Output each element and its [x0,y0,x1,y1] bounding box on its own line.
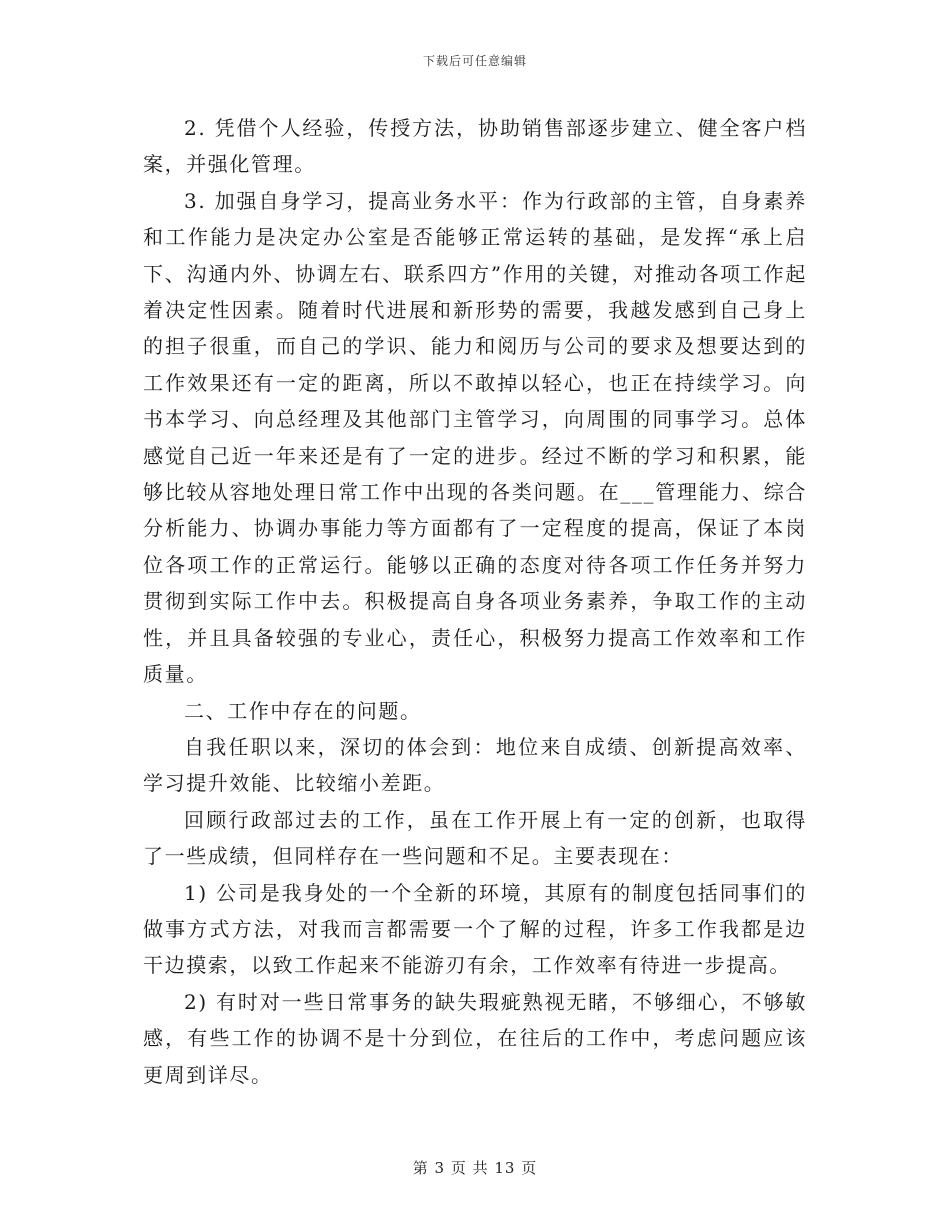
page-number-footer: 第 3 页 共 13 页 [412,1159,538,1177]
paragraph-problem-1: 1) 公司是我身处的一个全新的环境，其原有的制度包括同事们的做事方式方法，对我而言都需要一个了解的过程，许多工作我都是边干边摸索，以致工作起来不能游刃有余，工作效率有待进一步提高。 [143,880,807,978]
page-header: 下载后可任意编辑 [422,54,527,68]
document-body [143,110,807,1093]
paragraph-self-reflection: 自我任职以来，深切的体会到：地位来自成绩、创新提高效率、学习提升效能、比较缩小差距。 [143,734,807,796]
paragraph-problem-2: 2) 有时对一些日常事务的缺失瑕疵熟视无睹，不够细心，不够敏感，有些工作的协调不是十分到位，在往后的工作中，考虑问题应该更周到详尽。 [143,989,807,1087]
section-heading-problems: 二、工作中存在的问题。 [184,698,422,723]
paragraph-review: 回顾行政部过去的工作，虽在工作开展上有一定的创新，也取得了一些成绩，但同样存在一些问题和不足。主要表现在： [143,807,807,869]
paragraph-item-2: 2. 凭借个人经验，传授方法，协助销售部逐步建立、健全客户档案，并强化管理。 [143,116,807,177]
paragraph-item-3: 3. 加强自身学习，提高业务水平：作为行政部的主管，自身素养和工作能力是决定办公室是否能够正常运转的基础，是发挥“承上启下、沟通内外、协调左右、联系四方”作用的关键，对推动各项工作起着决定性因素。随着时代进展和新形势的需要，我越发感到自己身上的担子很重，而自己的学识、能力和阅历与公司的要求及想要达到的工作效果还有一定的距离，所以不敢掉以轻心，也正在持续学习。向书本学习、向总经理及其他部门主管学习，向周围的同事学习。总体感觉自己近一年来还是有了一定的进步。经过不断的学习和积累，能够比较从容地处理日常工作中出现的各类问题。在___管理能力、综合分析能力、协调办事能力等方面都有了一定程度的提高，保证了本岗位各项工作的正常运行。能够以正确的态度对待各项工作任务并努力贯彻到实际工作中去。积极提高自身各项业务素养，争取工作的主动性，并且具备较强的专业心，责任心，积极努力提高工作效率和工作质量。 [143,188,807,687]
